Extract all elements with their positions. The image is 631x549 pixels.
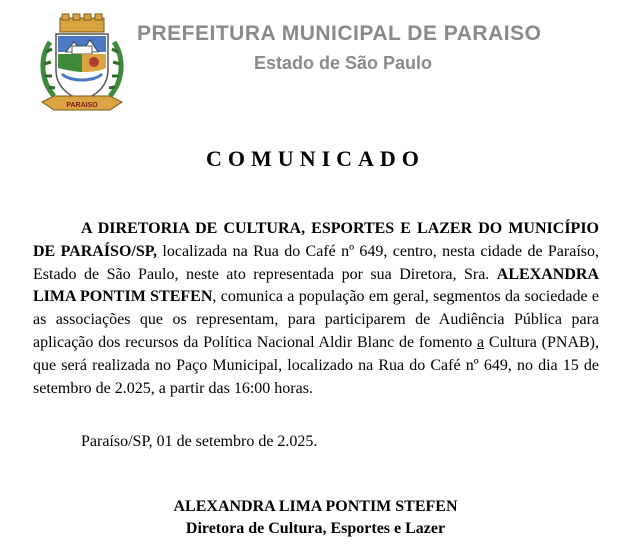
announcement-paragraph [33, 218, 599, 400]
svg-text:PARAISO: PARAISO [66, 102, 98, 109]
director-name: ALEXANDRA LIMA PONTIM STEFEN [33, 265, 599, 306]
signature-role: Diretora de Cultura, Esportes e Lazer [185, 520, 446, 537]
paragraph-text-2: , comunica a população em geral, segmentos da sociedade e as associações que os representam, para participarem de Audiência Pública para aplicação dos recursos da Política Nacional Aldir Blanc de fomento [33, 288, 600, 351]
underlined-word: a [477, 333, 485, 351]
signature-name: ALEXANDRA LIMA PONTIM STEFEN [173, 498, 458, 515]
header-title: PREFEITURA MUNICIPAL DE PARAISO [137, 22, 542, 45]
issuer-name: A DIRETORIA DE CULTURA, ESPORTES E LAZER DO MUNICÍPIO DE PARAÍSO/SP, [33, 220, 599, 260]
date-line: Paraíso/SP, 01 de setembro de 2.025. [81, 433, 318, 450]
paragraph-text-1: localizada na Rua do Café nº 649, centro, nesta cidade de Paraíso, Estado de São Paulo, neste ato representada por sua Diretora, Sra. [33, 242, 600, 283]
municipal-crest-emblem [36, 12, 128, 116]
paragraph-text-3: Cultura (PNAB), que será realizada no Paço Municipal, localizado na Rua do Café nº 649, no dia 15 de setembro de 2.025, a partir das 16:00 horas. [33, 333, 599, 397]
header-subtitle: Estado de São Paulo [254, 53, 433, 73]
document-title: COMUNICADO [206, 146, 425, 171]
